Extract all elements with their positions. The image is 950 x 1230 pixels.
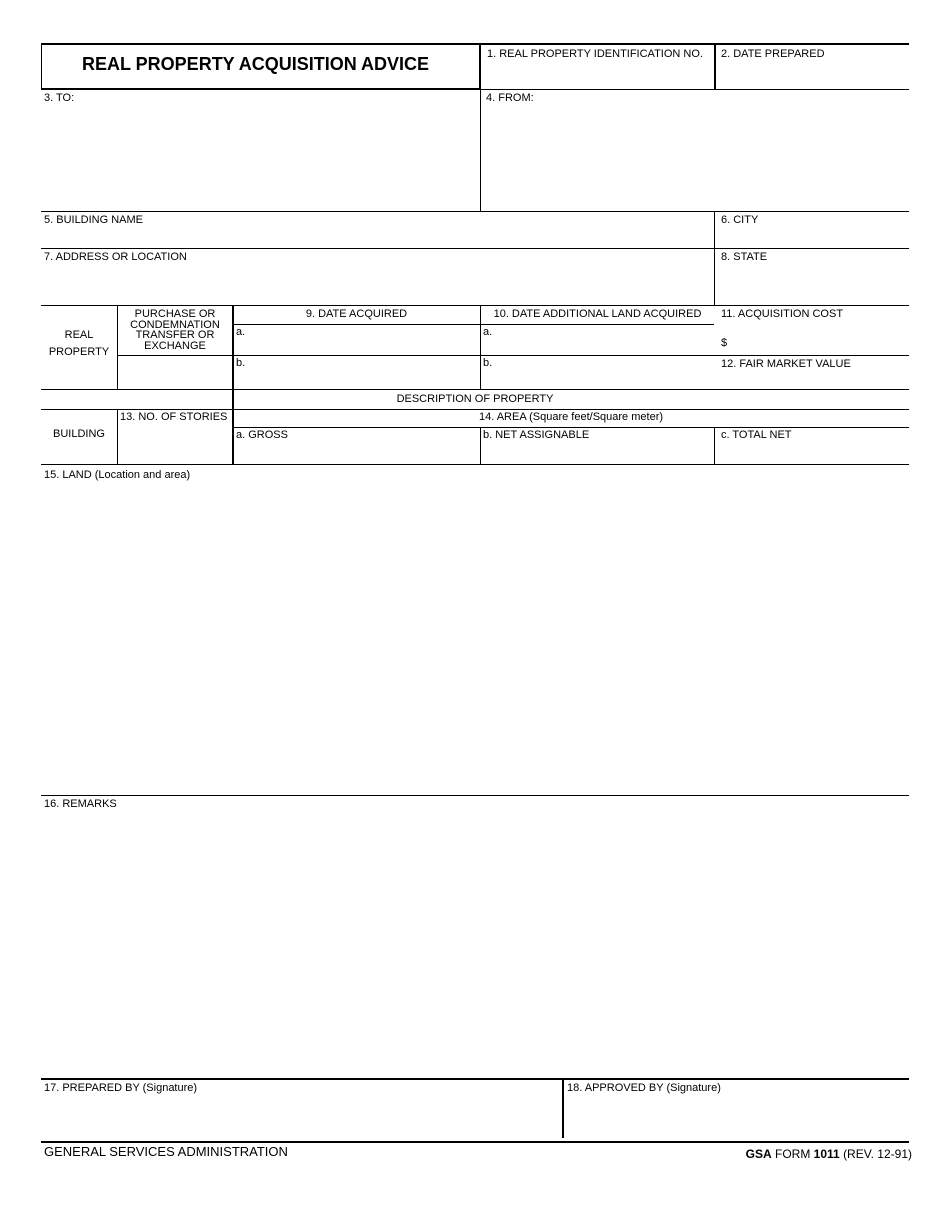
date-acquired-a-label: a. [236, 326, 246, 338]
date-acquired-label: 9. DATE ACQUIRED [305, 308, 408, 320]
gross-area-label: a. GROSS [236, 429, 288, 441]
no-of-stories-label: 13. NO. OF STORIES [120, 411, 228, 423]
acquisition-cost-currency: $ [721, 337, 728, 349]
gross-area-field[interactable] [234, 428, 479, 463]
form-number-prefix: GSA [745, 1147, 772, 1161]
description-header: DESCRIPTION OF PROPERTY [396, 393, 554, 405]
address-field[interactable] [41, 249, 713, 304]
date-acquired-a-field[interactable] [234, 325, 479, 354]
from-label: 4. FROM: [486, 92, 534, 104]
date-prepared-label: 2. DATE PREPARED [721, 48, 825, 60]
purchase-label-line2: CONDEMNATION [130, 319, 220, 331]
form-number-value: 1011 [813, 1147, 840, 1161]
transfer-label-line2: EXCHANGE [144, 340, 206, 352]
building-name-label: 5. BUILDING NAME [44, 214, 144, 226]
state-label: 8. STATE [721, 251, 768, 263]
net-assignable-field[interactable] [481, 428, 713, 463]
real-property-label-line2: PROPERTY [48, 346, 110, 358]
form-number [746, 1147, 912, 1161]
date-additional-land-label: 10. DATE ADDITIONAL LAND ACQUIRED [493, 308, 702, 320]
prepared-by-label: 17. PREPARED BY (Signature) [44, 1082, 198, 1094]
no-of-stories-field[interactable] [118, 410, 231, 463]
acquisition-cost-field[interactable] [715, 306, 909, 354]
state-field[interactable] [715, 249, 909, 304]
total-net-field[interactable] [715, 428, 909, 463]
city-field[interactable] [715, 212, 909, 247]
date-additional-land-a-label: a. [483, 326, 493, 338]
building-label: BUILDING [53, 428, 105, 440]
date-acquired-b-field[interactable] [234, 356, 479, 388]
real-property-bottom [41, 389, 909, 390]
approved-by-label: 18. APPROVED BY (Signature) [567, 1082, 721, 1094]
fair-market-value-field[interactable] [715, 356, 909, 388]
to-field[interactable] [41, 90, 479, 210]
acquisition-cost-label: 11. ACQUISITION COST [721, 308, 844, 320]
fair-market-value-label: 12. FAIR MARKET VALUE [721, 358, 851, 370]
net-assignable-label: b. NET ASSIGNABLE [483, 429, 590, 441]
city-label: 6. CITY [721, 214, 759, 226]
to-label: 3. TO: [44, 92, 75, 104]
form-number-revision: (REV. 12-91) [843, 1147, 912, 1161]
signature-bottom-border [41, 1141, 909, 1143]
form-number-word: FORM [775, 1147, 811, 1161]
remarks-field[interactable] [41, 796, 909, 1077]
land-field[interactable] [41, 465, 909, 794]
purchase-label-line1: PURCHASE OR [134, 308, 216, 320]
building-name-field[interactable] [41, 212, 713, 247]
remarks-label: 16. REMARKS [44, 798, 117, 810]
area-label: 14. AREA (Square feet/Square meter) [478, 411, 664, 423]
date-additional-land-b-field[interactable] [481, 356, 713, 388]
real-property-label-line1: REAL [64, 329, 94, 341]
total-net-label: c. TOTAL NET [721, 429, 792, 441]
acquisition-type-b-field[interactable] [118, 356, 231, 388]
title-box-left [41, 43, 42, 89]
real-property-id-field[interactable] [481, 45, 713, 88]
date-additional-land-a-field[interactable] [481, 325, 713, 354]
agency-name: GENERAL SERVICES ADMINISTRATION [44, 1144, 288, 1159]
date-prepared-field[interactable] [716, 45, 909, 88]
real-property-id-label: 1. REAL PROPERTY IDENTIFICATION NO. [487, 48, 703, 60]
prepared-by-signature-field[interactable] [41, 1080, 561, 1140]
land-label: 15. LAND (Location and area) [44, 469, 191, 481]
transfer-label-line1: TRANSFER OR [135, 329, 215, 341]
form-title: REAL PROPERTY ACQUISITION ADVICE [82, 54, 430, 74]
from-field[interactable] [481, 90, 909, 210]
address-label: 7. ADDRESS OR LOCATION [44, 251, 187, 263]
date-acquired-b-label: b. [236, 357, 246, 369]
approved-by-signature-field[interactable] [564, 1080, 909, 1140]
date-additional-land-b-label: b. [483, 357, 493, 369]
